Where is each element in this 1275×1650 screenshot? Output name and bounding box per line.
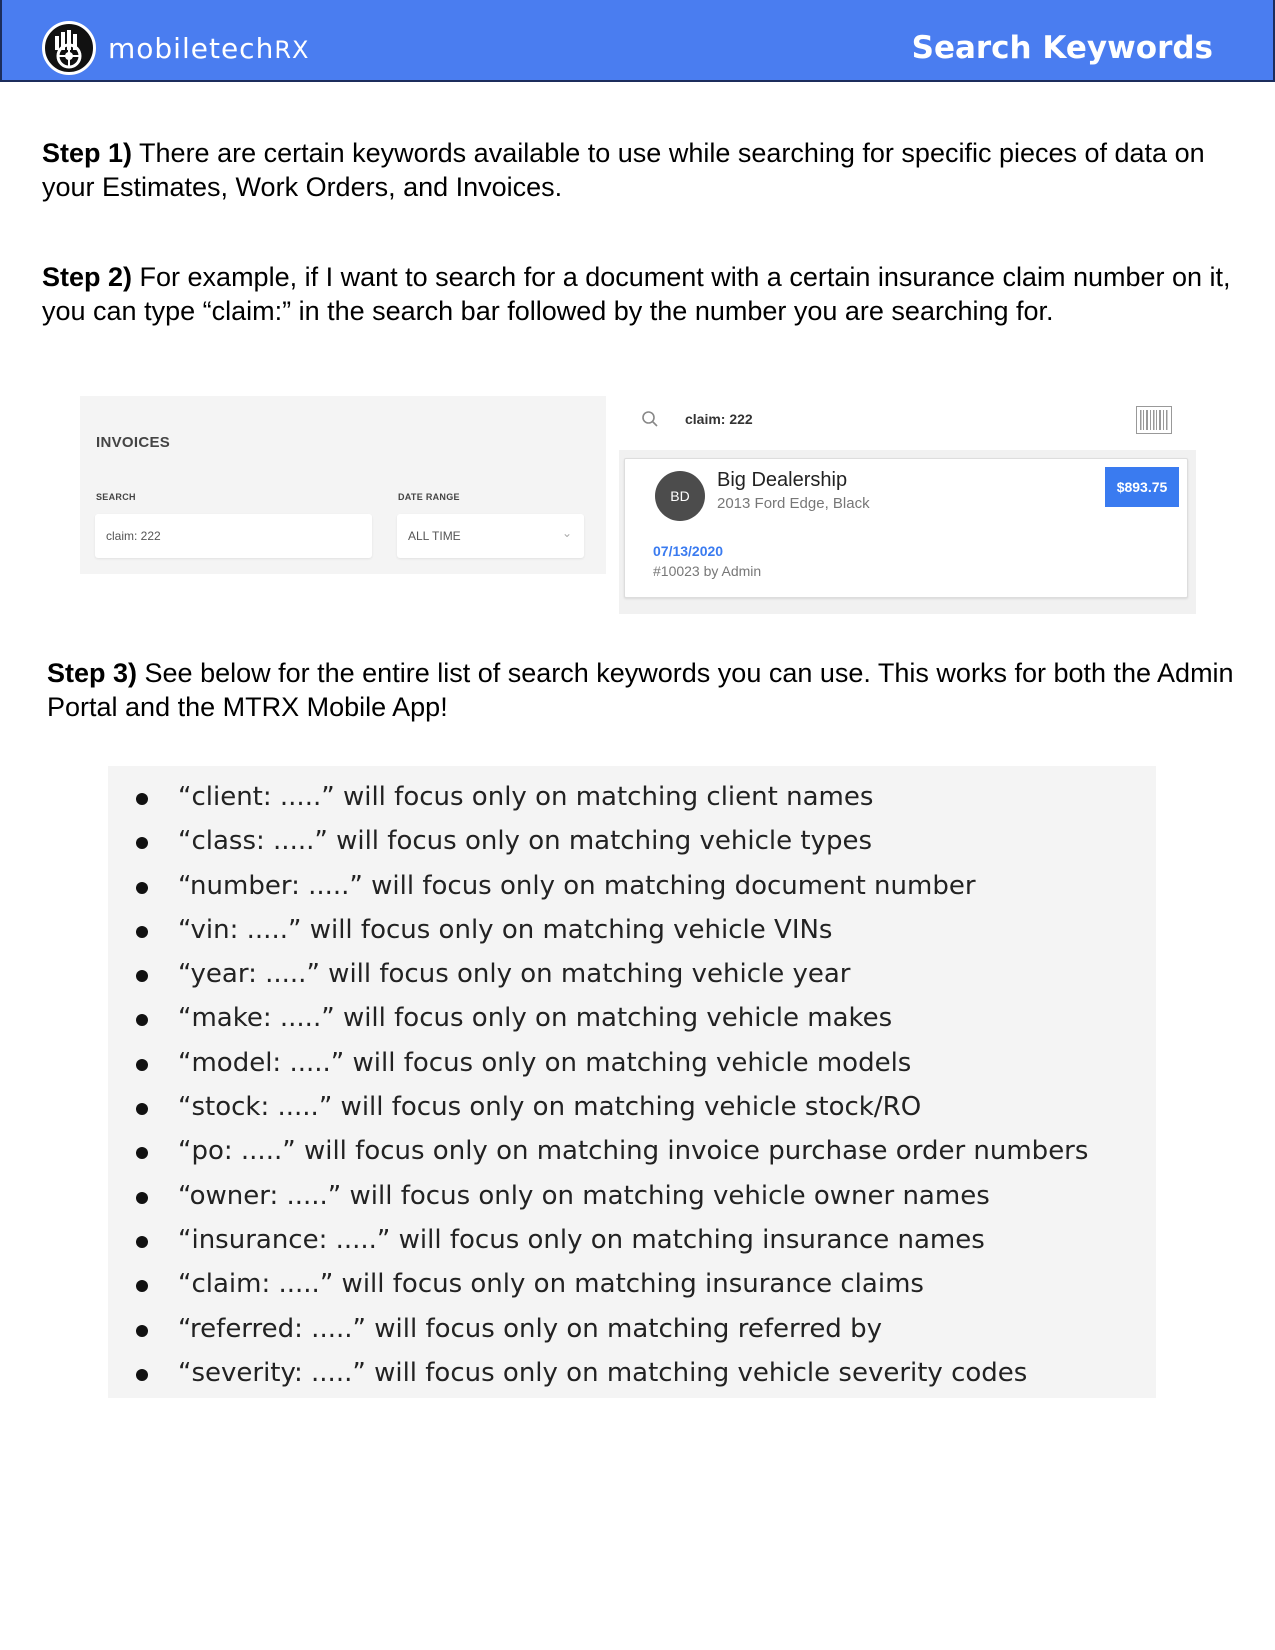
bullet	[136, 837, 148, 849]
keyword-text: “severity: .....” will focus only on matching vehicle severity codes	[178, 1357, 1028, 1388]
step-3-text: See below for the entire list of search keywords you can use. This works for both the Admin Portal and the MTRX Mobile App!	[47, 658, 1234, 722]
bullet	[136, 1236, 148, 1248]
list-item	[108, 823, 1156, 867]
date-range-label: DATE RANGE	[398, 492, 460, 502]
result-card[interactable]	[624, 458, 1188, 598]
step-2-paragraph	[42, 260, 1232, 328]
keyword-text: “referred: .....” will focus only on matching referred by	[178, 1313, 882, 1344]
bullet	[136, 1325, 148, 1337]
list-item	[108, 1045, 1156, 1089]
list-item	[108, 912, 1156, 956]
list-item	[108, 1133, 1156, 1177]
date-range-select[interactable]	[397, 514, 584, 558]
client-name: Big Dealership	[717, 469, 848, 491]
list-item	[108, 1089, 1156, 1133]
date-range-value: ALL TIME	[408, 529, 461, 543]
bullet	[136, 970, 148, 982]
list-item	[108, 868, 1156, 912]
step-2-label: Step 2)	[42, 262, 133, 292]
step-3-label: Step 3)	[47, 658, 138, 688]
search-label: SEARCH	[96, 492, 136, 502]
search-icon	[641, 410, 659, 428]
logo-suffix: RX	[274, 35, 310, 64]
step-1-label: Step 1)	[42, 138, 133, 168]
document-meta: #10023 by Admin	[653, 563, 762, 579]
keyword-list-panel	[108, 766, 1156, 1398]
keyword-text: “insurance: .....” will focus only on matching insurance names	[178, 1224, 985, 1255]
list-item	[108, 1266, 1156, 1310]
search-results-screenshot	[619, 396, 1196, 614]
keyword-text: “year: .....” will focus only on matching vehicle year	[178, 959, 851, 990]
page-header	[0, 0, 1275, 82]
avatar: BD	[655, 471, 705, 521]
logo	[42, 21, 309, 75]
keyword-text: “po: .....” will focus only on matching invoice purchase order numbers	[178, 1136, 1089, 1167]
bullet	[136, 926, 148, 938]
amount-badge: $893.75	[1105, 467, 1179, 507]
vehicle-description: 2013 Ford Edge, Black	[717, 495, 870, 512]
step-1-paragraph	[42, 136, 1232, 204]
bullet	[136, 1059, 148, 1071]
bullet	[136, 1103, 148, 1115]
keyword-text: “vin: .....” will focus only on matching vehicle VINs	[178, 914, 833, 945]
logo-main: mobiletech	[108, 31, 275, 65]
keyword-list	[108, 779, 1156, 1398]
document-date: 07/13/2020	[653, 543, 724, 559]
list-item	[108, 1311, 1156, 1355]
list-item	[108, 779, 1156, 823]
bullet	[136, 1369, 148, 1381]
invoices-screenshot	[80, 396, 606, 574]
search-input-value: claim: 222	[106, 529, 161, 543]
bullet	[136, 1014, 148, 1026]
keyword-text: “owner: .....” will focus only on matching vehicle owner names	[178, 1180, 990, 1211]
logo-text	[108, 32, 309, 65]
search-bar[interactable]	[619, 396, 1196, 450]
keyword-text: “client: .....” will focus only on matching client names	[178, 782, 874, 812]
list-item	[108, 1178, 1156, 1222]
bullet	[136, 1147, 148, 1159]
search-input[interactable]	[95, 514, 372, 558]
bullet	[136, 882, 148, 894]
bullet	[136, 793, 148, 805]
list-item	[108, 1355, 1156, 1398]
page-title: Search Keywords	[911, 30, 1213, 66]
keyword-text: “claim: .....” will focus only on matching insurance claims	[178, 1269, 924, 1300]
list-item	[108, 1222, 1156, 1266]
logo-wheel-icon	[42, 21, 96, 75]
keyword-text: “make: .....” will focus only on matching vehicle makes	[178, 1003, 893, 1034]
bullet	[136, 1192, 148, 1204]
search-query: claim: 222	[685, 411, 753, 427]
step-3-paragraph	[47, 656, 1237, 724]
barcode-scan-icon[interactable]	[1136, 406, 1172, 434]
list-item	[108, 956, 1156, 1000]
keyword-text: “class: .....” will focus only on matching vehicle types	[178, 826, 873, 857]
step-1-text: There are certain keywords available to use while searching for specific pieces of data on your Estimates, Work Orders, and Invoices.	[42, 138, 1205, 202]
invoices-title: INVOICES	[96, 434, 171, 451]
keyword-text: “model: .....” will focus only on matching vehicle models	[178, 1047, 912, 1078]
keyword-text: “number: .....” will focus only on matching document number	[178, 870, 976, 901]
bullet	[136, 1280, 148, 1292]
list-item	[108, 1000, 1156, 1044]
keyword-text: “stock: .....” will focus only on matching vehicle stock/RO	[178, 1092, 922, 1123]
chevron-down-icon: ⌄	[561, 526, 572, 540]
step-2-text: For example, if I want to search for a document with a certain insurance claim number on it, you can type “claim:” in the search bar followed by the number you are searching for.	[42, 262, 1231, 326]
